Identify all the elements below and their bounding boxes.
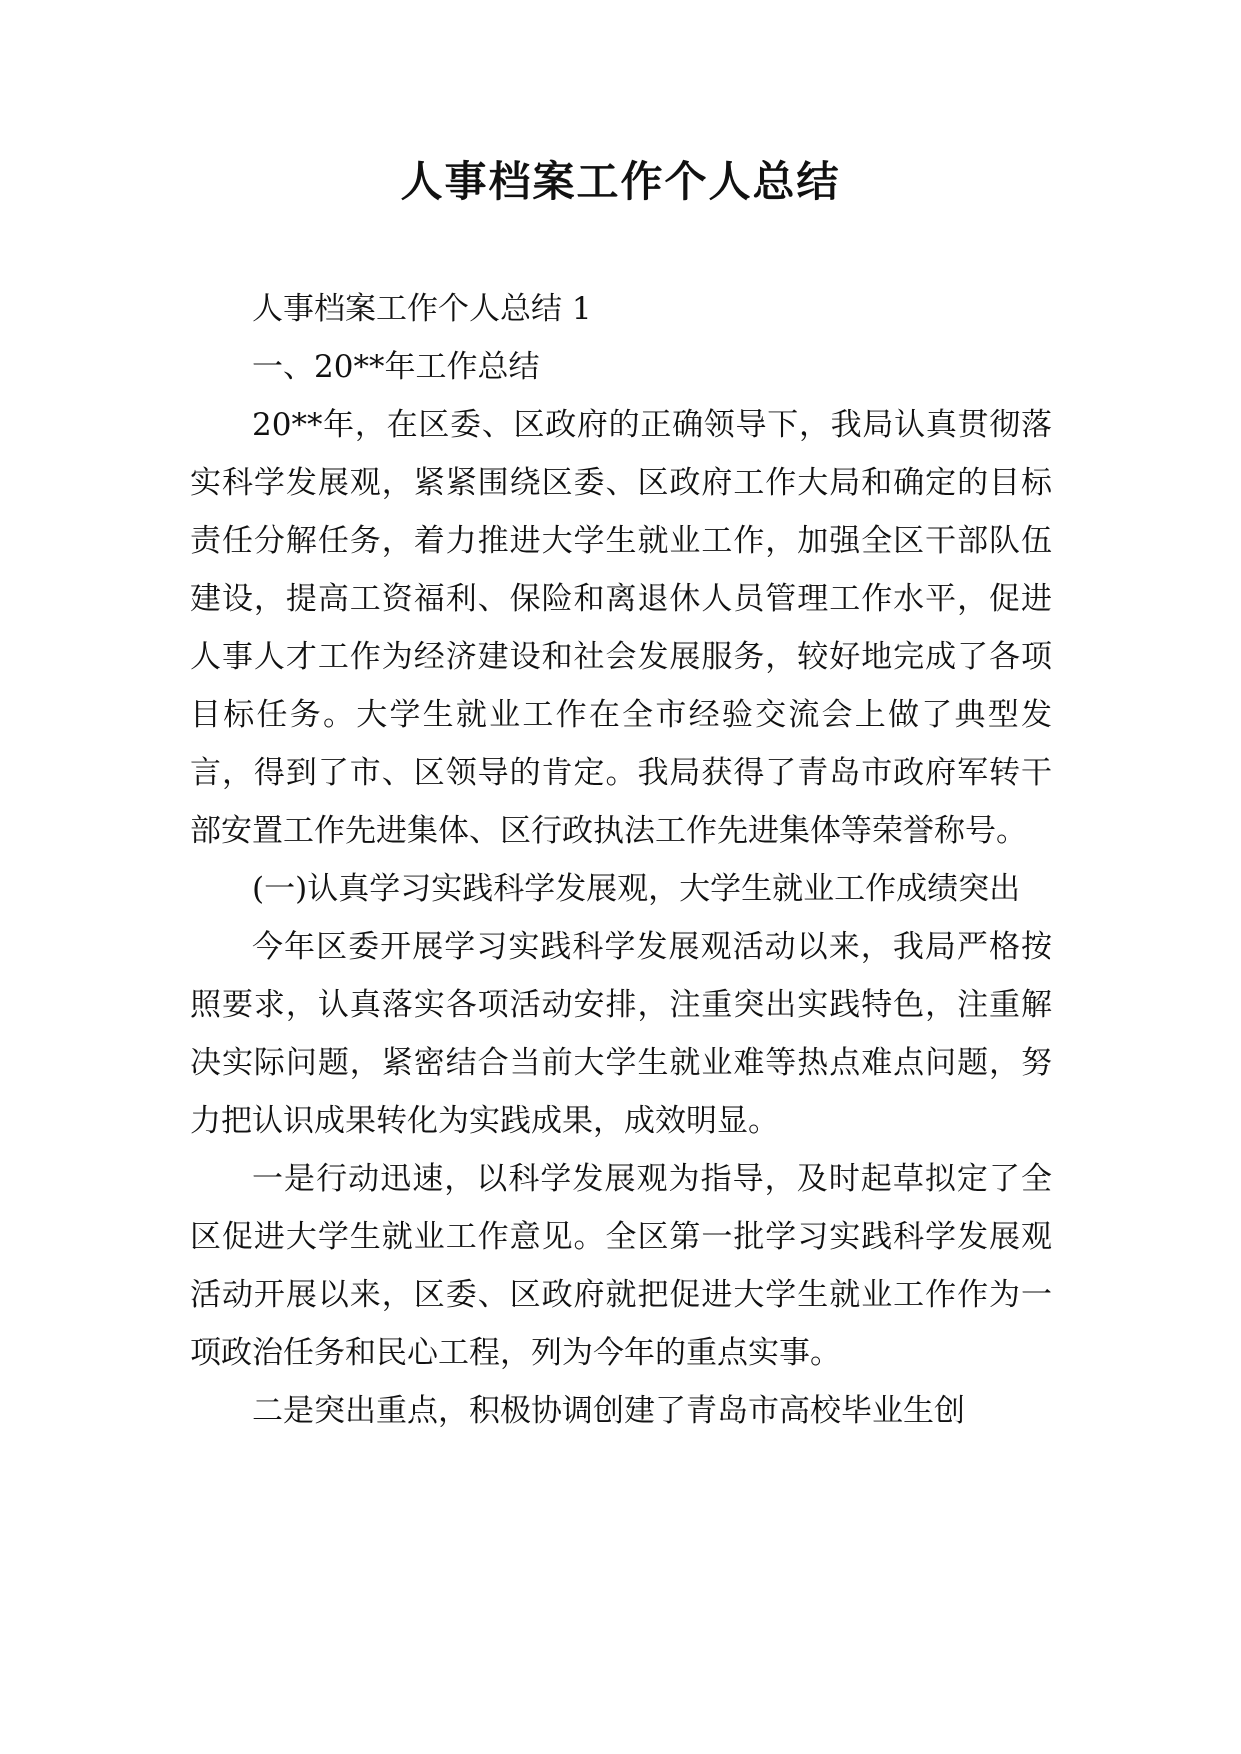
paragraph-practice: 今年区委开展学习实践科学发展观活动以来，我局严格按照要求，认真落实各项活动安排，注重突出实践特色，注重解决实际问题，紧密结合当前大学生就业难等热点难点问题，努力把认识成果转化为实践成果，成效明显。 — [190, 929, 1052, 1139]
paragraph-year-summary-heading: 一、20**年工作总结 — [252, 349, 540, 385]
paragraph-point-1: 一是行动迅速，以科学发展观为指导，及时起草拟定了全区促进大学生就业工作意见。全区第一批学习实践科学发展观活动开展以来，区委、区政府就把促进大学生就业工作作为一项政治任务和民心工程，列为今年的重点实事。 — [190, 1161, 1052, 1371]
paragraph-section-heading: 人事档案工作个人总结 1 — [252, 291, 592, 327]
paragraph-subheading-1: (一)认真学习实践科学发展观，大学生就业工作成绩突出 — [252, 871, 1021, 907]
document-body — [190, 280, 1052, 1440]
paragraph-point-2: 二是突出重点，积极协调创建了青岛市高校毕业生创 — [252, 1393, 965, 1429]
document-title: 人事档案工作个人总结 — [400, 157, 841, 206]
paragraph-overview: 20**年，在区委、区政府的正确领导下，我局认真贯彻落实科学发展观，紧紧围绕区委、区政府工作大局和确定的目标责任分解任务，着力推进大学生就业工作，加强全区干部队伍建设，提高工资福利、保险和离退休人员管理工作水平，促进人事人才工作为经济建设和社会发展服务，较好地完成了各项目标任务。大学生就业工作在全市经验交流会上做了典型发言，得到了市、区领导的肯定。我局获得了青岛市政府军转干部安置工作先进集体、区行政执法工作先进集体等荣誉称号。 — [190, 407, 1052, 849]
